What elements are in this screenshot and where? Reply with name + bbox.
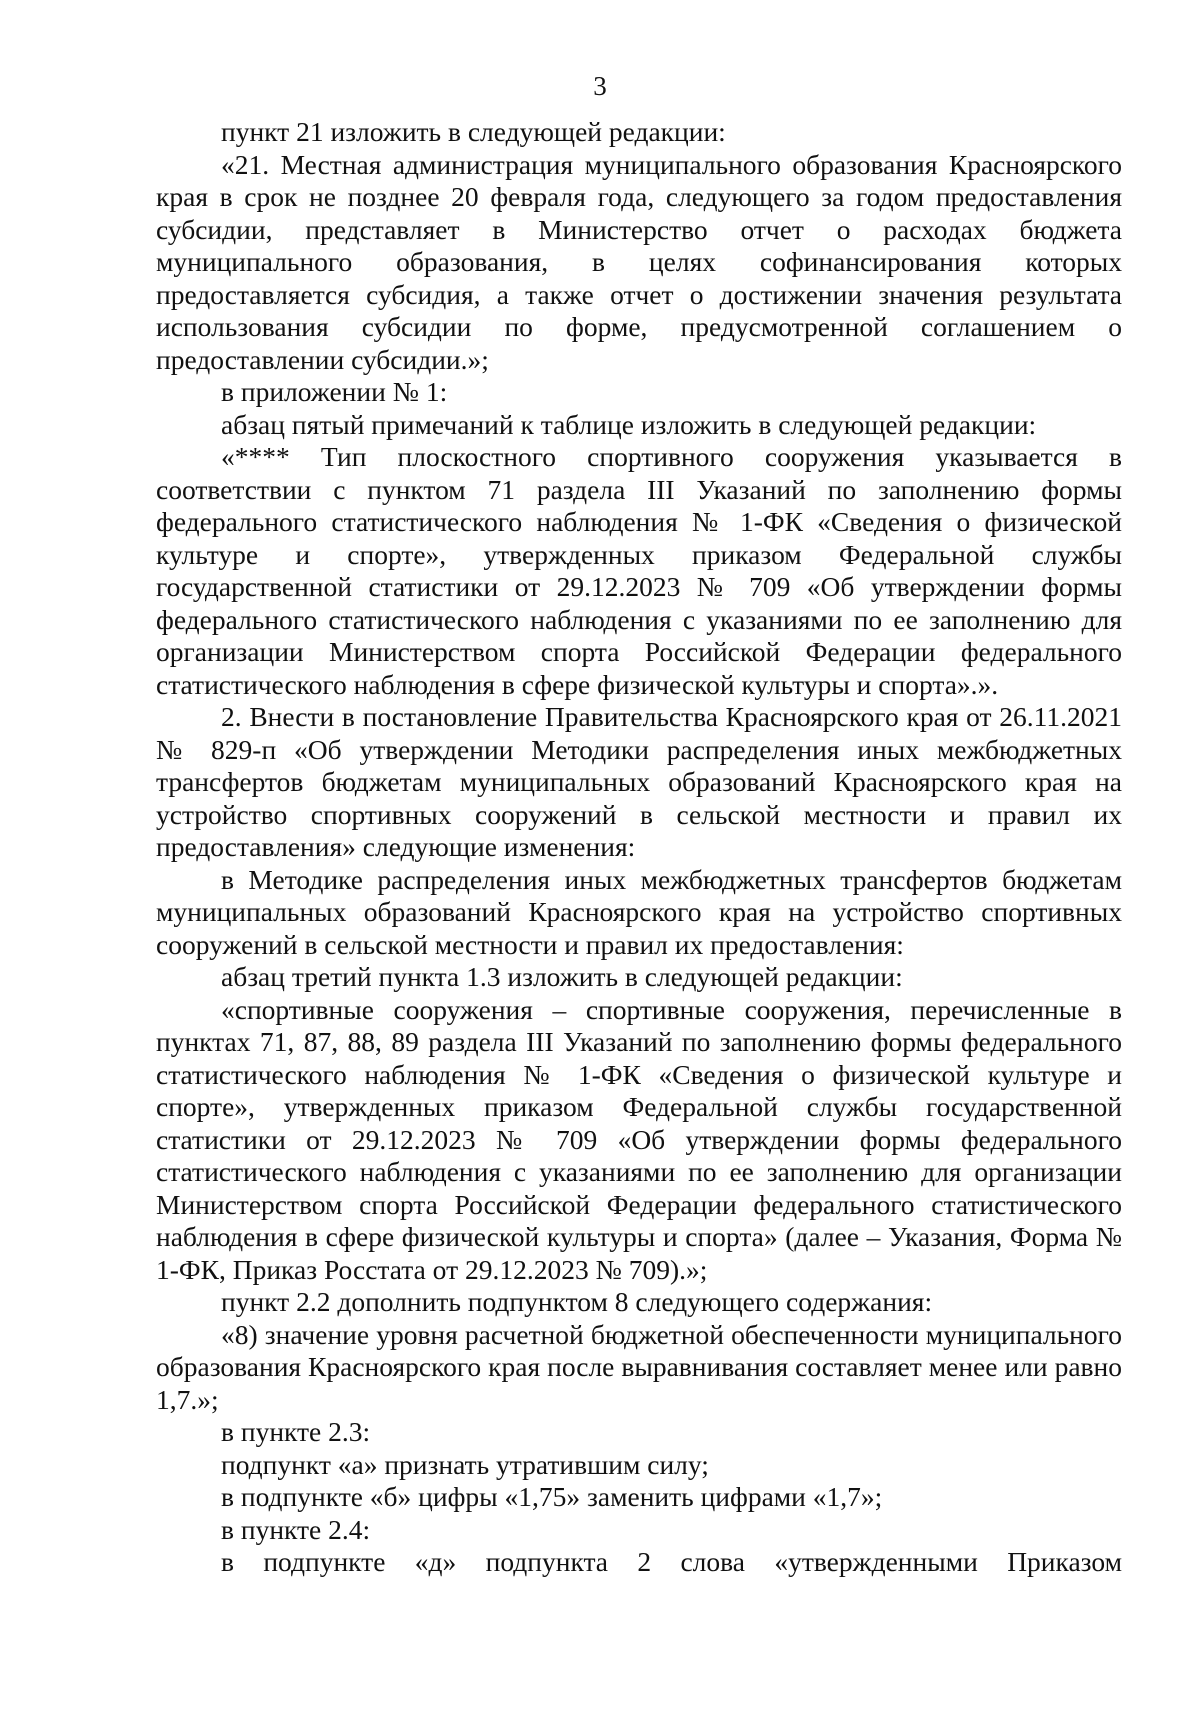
paragraph-3: в приложении № 1: (221, 376, 448, 407)
paragraph-9: «спортивные сооружения – спортивные сооружения, перечисленные в пунктах 71, 87, 88, 89 раздела III Указаний по заполнению формы федерального статистического наблюдения № 1-ФК «Сведения о физической культуре и спорте», утвержденных приказом Федеральной службы государственной статистики от 29.12.2023 № 709 «Об утверждении формы федерального статистического наблюдения с указаниями по ее заполнению для организации Министерством спорта Российской Федерации федерального статистического наблюдения в сфере физической культуры и спорта» (далее – Указания, Форма № 1-ФК, Приказ Росстата от 29.12.2023 № 709).»; (156, 993, 1122, 1285)
document-body (156, 116, 1122, 1579)
paragraph-11: «8) значение уровня расчетной бюджетной обеспеченности муниципального образования Красноярского края после выравнивания составляет менее или равно 1,7.»; (156, 1318, 1122, 1415)
paragraph-4: абзац пятый примечаний к таблице изложить в следующей редакции: (221, 408, 1037, 440)
paragraph-14: в подпункте «б» цифры «1,75» заменить цифрами «1,7»; (221, 1481, 883, 1512)
paragraph-8: абзац третий пункта 1.3 изложить в следующей редакции: (221, 961, 903, 992)
paragraph-13: подпункт «а» признать утратившим силу; (221, 1448, 709, 1480)
paragraph-6: 2. Внести в постановление Правительства Красноярского края от 26.11.2021 № 829-п «Об утверждении Методики распределения иных межбюджетных трансфертов бюджетам муниципальных образований Красноярского края на устройство спортивных сооружений в сельской местности и правил их предоставления» следующие изменения: (156, 701, 1122, 862)
paragraph-2: «21. Местная администрация муниципального образования Красноярского края в срок не позднее 20 февраля года, следующего за годом предоставления субсидии, представляет в Министерство отчет о расходах бюджета муниципального образования, в целях софинансирования которых предоставляется субсидия, а также отчет о достижении значения результата использования субсидии по форме, предусмотренной соглашением о предоставлении субсидии.»; (156, 148, 1122, 375)
page-number: 3 (593, 71, 607, 101)
paragraph-5: «**** Тип плоскостного спортивного сооружения указывается в соответствии с пунктом 71 раздела III Указаний по заполнению формы федерального статистического наблюдения № 1-ФК «Сведения о физической культуре и спорте», утвержденных приказом Федеральной службы государственной статистики от 29.12.2023 № 709 «Об утверждении формы федерального статистического наблюдения с указаниями по ее заполнению для организации Министерством спорта Российской Федерации федерального статистического наблюдения в сфере физической культуры и спорта».». (156, 441, 1122, 700)
paragraph-16: в подпункте «д» подпункта 2 слова «утвержденными Приказом (221, 1546, 1122, 1577)
paragraph-10: пункт 2.2 дополнить подпунктом 8 следующего содержания: (221, 1286, 933, 1317)
paragraph-1: пункт 21 изложить в следующей редакции: (221, 116, 726, 147)
paragraph-15: в пункте 2.4: (221, 1513, 371, 1545)
paragraph-7: в Методике распределения иных межбюджетных трансфертов бюджетам муниципальных образований Красноярского края на устройство спортивных сооружений в сельской местности и правил их предоставления: (156, 863, 1122, 960)
paragraph-12: в пункте 2.3: (221, 1416, 371, 1447)
